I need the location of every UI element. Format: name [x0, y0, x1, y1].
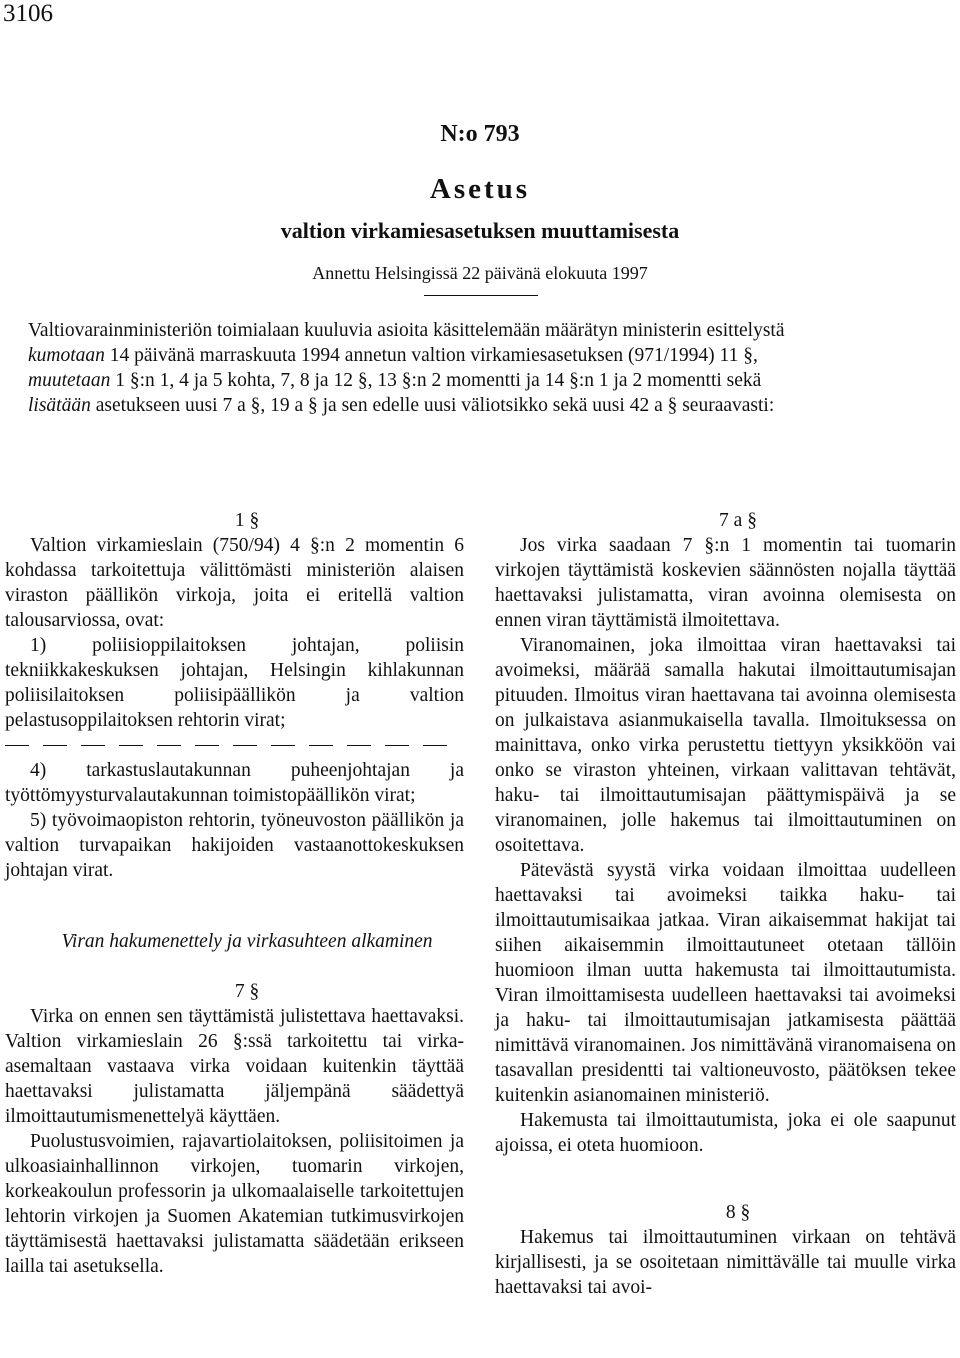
- section-7-paragraph-1: Virka on ennen sen täyttämistä julistettava haettavaksi. Valtion virkamieslain 26 §:ssä tarkoitettu tai virka-asemaltaan vastaava virka voidaan kuitenkin täyttää haettavaksi julistamatta jäljempänä säädettyä ilmoittautumismenettelyä käyttäen.: [5, 1006, 464, 1127]
- right-column: [495, 508, 956, 1300]
- add-keyword: lisätään: [28, 395, 91, 416]
- section-1-item-4: 4) tarkastuslautakunnan puheenjohtajan ja työttömyysturvalautakunnan toimistopäällikön virat;: [5, 760, 464, 806]
- subheading-application-procedure: Viran hakumenettely ja virkasuhteen alkaminen: [61, 931, 433, 952]
- preamble-add: [28, 393, 956, 418]
- amend-text: 1 §:n 1, 4 ja 5 kohta, 7, 8 ja 12 §, 13 §:n 2 momentti ja 14 §:n 1 ja 2 momentti sekä: [110, 370, 762, 391]
- page-number: 3106: [3, 0, 53, 27]
- add-text: asetukseen uusi 7 a §, 19 a § ja sen edelle uusi väliotsikko sekä uusi 42 a § seuraavasti:: [90, 395, 775, 416]
- section-1-heading: 1 §: [234, 510, 260, 531]
- section-7a-paragraph-1: Jos virka saadaan 7 §:n 1 momentin tai tuomarin virkojen täyttämistä koskevien säännösten nojalla täyttää haettavaksi julistamatta, viran avoinna olemisesta on ennen viran täyttämistä ilmoitettava.: [495, 535, 956, 631]
- section-7a-heading: 7 a §: [719, 510, 757, 531]
- section-1-paragraph: Valtion virkamieslain (750/94) 4 §:n 2 momentin 6 kohdassa tarkoitettuja välittömästi ministeriön alaisen viraston päällikön virkoja, joita ei eritellä valtion talousarviossa, ovat:: [5, 535, 464, 631]
- section-8-heading: 8 §: [725, 1202, 751, 1223]
- document-type-heading: Asetus: [429, 173, 531, 205]
- preamble-intro: Valtiovarainministeriön toimialaan kuuluvia asioita käsittelemään määrätyn ministerin esittelystä: [28, 320, 785, 341]
- left-column: [5, 508, 464, 1279]
- section-7a-paragraph-2: Viranomainen, joka ilmoittaa viran haettavaksi tai avoimeksi, määrää samalla hakutai ilmoittautumisajan pituuden. Ilmoitus viran haettavana tai avoinna olemisesta on julkaistava asianmukaisella tavalla. Ilmoituksessa on mainittava, onko virka perustettu tiettyyn yksikköön vai onko se viraston yhteinen, virkaan valittavan tehtävät, haku- tai ilmoittautumisajan päättymispäivä ja se viranomainen, jolle hakemus tai ilmoittautuminen on osoitettava.: [495, 635, 956, 856]
- document-title: valtion virkamiesasetuksen muuttamisesta: [280, 218, 680, 243]
- given-date-line: Annettu Helsingissä 22 päivänä elokuuta 1997: [312, 263, 648, 283]
- statute-number: N:o 793: [440, 121, 520, 147]
- repeal-keyword: kumotaan: [28, 345, 105, 366]
- header-divider: [424, 295, 538, 296]
- omission-dashes: [5, 733, 464, 758]
- section-7-heading: 7 §: [234, 981, 260, 1002]
- section-7a-paragraph-4: Hakemusta tai ilmoittautumista, joka ei ole saapunut ajoissa, ei oteta huomioon.: [495, 1110, 956, 1156]
- section-1-item-5: 5) työvoimaopiston rehtorin, työneuvoston päällikön ja valtion turvapaikan hakijoiden vastaanottokeskuksen johtajan virat.: [5, 810, 464, 881]
- preamble-amend: [28, 368, 956, 393]
- amend-keyword: muutetaan: [28, 370, 111, 391]
- section-7a-paragraph-3: Pätevästä syystä virka voidaan ilmoittaa uudelleen haettavaksi tai avoimeksi taikka haku- tai ilmoittautumisaikaa jatkaa. Viran aikaisemmat hakijat tai siihen aikaisemmin ilmoittautuneet otetaan tällöin huomioon ilman uutta hakemusta tai ilmoittautumista. Viran ilmoittamisesta uudelleen haettavaksi tai avoimeksi ja haku- tai ilmoittautumisajan jatkamisesta päättää nimittävä viranomainen. Jos nimittävänä viranomaisena on tasavallan presidentti tai valtioneuvosto, päätöksen tekee kuitenkin asianomainen ministeriö.: [495, 860, 956, 1106]
- section-1-item-1: 1) poliisioppilaitoksen johtajan, poliisin tekniikkakeskuksen johtajan, Helsingin kihlakunnan poliisilaitoksen poliisipäällikön ja valtion pelastusoppilaitoksen rehtorin virat;: [5, 635, 464, 731]
- repeal-text: 14 päivänä marraskuuta 1994 annetun valtion virkamiesasetuksen (971/1994) 11 §,: [104, 345, 758, 366]
- section-7-paragraph-2: Puolustusvoimien, rajavartiolaitoksen, poliisitoimen ja ulkoasiainhallinnon virkojen, tuomarin virkojen, korkeakoulun professorin ja ulkomaalaiselle tarkoitettujen lehtorin virkojen ja Suomen Akatemian tutkimusvirkojen täyttämisestä haettavaksi julistamatta säädetään erikseen lailla tai asetuksella.: [5, 1131, 464, 1277]
- preamble: [28, 318, 956, 418]
- section-8-paragraph-1: Hakemus tai ilmoittautuminen virkaan on tehtävä kirjallisesti, ja se osoitetaan nimittävälle tai muulle virka haettavaksi tai avoi-: [495, 1227, 956, 1298]
- preamble-repeal: [28, 343, 956, 368]
